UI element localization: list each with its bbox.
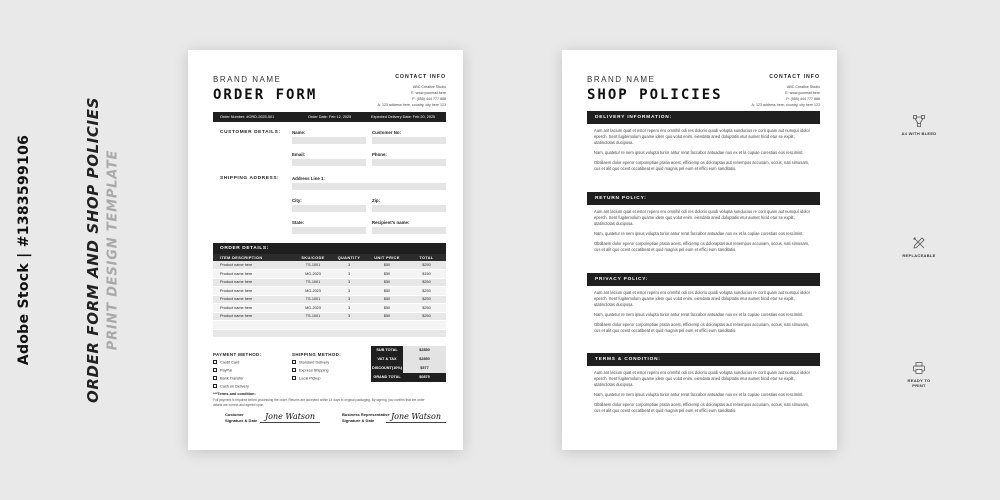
- return-policy-heading: RETURN POLICY:: [587, 192, 820, 205]
- payment-option[interactable]: [213, 384, 249, 389]
- shipping-option[interactable]: [292, 360, 329, 365]
- cell-item: Product name here: [213, 261, 295, 270]
- state-label: State:: [292, 220, 305, 225]
- feature-replaceable: [901, 237, 937, 258]
- payment-method-label: PAYMENT METHOD:: [213, 352, 262, 357]
- paragraph: Obtiilaem dolor eperor corporeptiae pratia acest, efficiemp os doloraptas aut renempos accusam, occus, nati simusam, cus et alit quo ocest occatibeat et quid magnis pel eum et effici eum sanditatio.: [594, 322, 810, 333]
- cell-price: [367, 321, 407, 330]
- terms-heading: ***Terms and condition:: [213, 392, 256, 396]
- contact-phone: P: (555) 444 777 888: [412, 97, 446, 101]
- vat-row: [371, 355, 446, 364]
- subtotal-value: $2850: [403, 346, 446, 355]
- cell-total: $250: [407, 261, 446, 270]
- cell-item: Product name here: [213, 270, 295, 279]
- totals-block: [371, 346, 446, 382]
- page-title: SHOP POLICIES: [587, 87, 723, 103]
- cell-total: [407, 329, 446, 338]
- stock-id-text: Adobe Stock | #1383599106: [16, 134, 32, 366]
- paragraph: Nam, quatetur re nem ipsus volupta turior antur rerat faccabor antuadae nus ex et la cupiae corestias eos rescimint.: [594, 392, 804, 397]
- discount-label: DISCOUNT(10%): [371, 364, 403, 373]
- cell-total: $250: [407, 287, 446, 296]
- cell-sku: TS-1001: [295, 312, 331, 321]
- recipient-label: Recipient's name:: [372, 220, 410, 225]
- phone-field[interactable]: [372, 159, 446, 166]
- phone-label: Phone:: [372, 152, 387, 157]
- cell-item: Product name here: [213, 295, 295, 304]
- table-row: [213, 278, 446, 287]
- cell-sku: [295, 321, 331, 330]
- checkbox[interactable]: [213, 384, 217, 388]
- page-title: ORDER FORM: [213, 87, 318, 103]
- checkbox[interactable]: [213, 368, 217, 372]
- cell-sku: TS-1001: [295, 278, 331, 287]
- cell-sku: TS-1001: [295, 295, 331, 304]
- cell-item: Product name here: [213, 312, 295, 321]
- shipping-option-label: Local Pickup: [299, 376, 321, 381]
- edit-tools-icon: [913, 237, 925, 249]
- cell-qty: 3: [331, 304, 367, 313]
- payment-option-label: Credit Card: [220, 360, 240, 365]
- paragraph: Aum ant lacium quat et estor repero ero omnihil odi res dolorio quodi volupta sunducius re corit quam aut numquí idolor eperch. Sent fugitemolum quame idem quo volut enim. eiendata aned doluptatis etur aumet hicid etur se explit, utatinctotas duciposa.: [594, 370, 810, 387]
- payment-option-label: Bank Transfer: [220, 376, 244, 381]
- cell-item: Product name here: [213, 304, 295, 313]
- paragraph: Obtiilaem dolor eperor corporeptiae pratia acest, efficiemp os doloraptas aut renempos accusam, occus, nati simusam, cus et alit quo ocest occatibeat et quid magnis pel eum et effici eum sanditatio.: [594, 241, 810, 252]
- customer-label: Customer: [225, 412, 244, 417]
- vat-value: $2850: [403, 355, 446, 364]
- order-table: [213, 254, 446, 338]
- contact-company: ABC Creative Studio: [413, 85, 446, 89]
- order-details-label: ORDER DETAILS:: [213, 243, 446, 254]
- vector-nodes-icon: [913, 115, 925, 127]
- terms-condition-text: [594, 370, 812, 418]
- customer-no-field[interactable]: [372, 137, 446, 144]
- cell-price: $50: [367, 304, 407, 313]
- recipient-field[interactable]: [372, 227, 446, 234]
- table-row: [213, 321, 446, 330]
- payment-option-label: PayPal: [220, 368, 233, 373]
- template-title-line2: PRINT DESIGN TEMPLATE: [105, 149, 121, 351]
- grand-total-label: GRAND TOTAL: [371, 373, 403, 382]
- shipping-option[interactable]: [292, 368, 329, 373]
- order-date: Order Date: Feb 12, 2025: [308, 115, 352, 119]
- customer-details-label: CUSTOMER DETAILS:: [220, 130, 281, 135]
- col-item-description: ITEM DESCRIPTION: [213, 254, 295, 261]
- payment-option[interactable]: [213, 368, 232, 373]
- cell-price: $50: [367, 312, 407, 321]
- customer-signature-label: [225, 412, 257, 424]
- shipping-option-label: Standard Delivery: [299, 360, 330, 365]
- cell-sku: MG-2023: [295, 287, 331, 296]
- feature-a4-bleed: [901, 115, 937, 136]
- subtotal-row: [371, 346, 446, 355]
- cell-qty: [331, 329, 367, 338]
- cell-price: $50: [367, 270, 407, 279]
- cell-item: [213, 321, 295, 330]
- cell-price: $50: [367, 295, 407, 304]
- zip-label: Zip:: [372, 198, 381, 203]
- contact-info: [752, 74, 820, 108]
- payment-option-label: Cash on Delivery: [220, 384, 249, 389]
- cell-total: $250: [407, 312, 446, 321]
- paragraph: Nam, quatetur re nem ipsus volupta turior antur rerat faccabor antuadae nus ex et la cupiae corestias eos rescimint.: [594, 150, 804, 155]
- checkbox[interactable]: [292, 368, 296, 372]
- cell-qty: 3: [331, 270, 367, 279]
- zip-field[interactable]: [372, 205, 446, 212]
- paragraph: Nam, quatetur re nem ipsus volupta turior antur rerat faccabor antuadae nus ex et la cupiae corestias eos rescimint.: [594, 312, 804, 317]
- template-title: [68, 0, 140, 500]
- col-unit-price: UNIT PRICE: [367, 254, 407, 261]
- cell-qty: 3: [331, 287, 367, 296]
- delivery-info-heading: DELIVERY INFORMATION:: [587, 111, 820, 124]
- terms-condition-heading: TERMS & CONDITION:: [587, 353, 820, 366]
- email-field[interactable]: [292, 159, 366, 166]
- table-row: [213, 295, 446, 304]
- cell-price: [367, 329, 407, 338]
- cell-total: $250: [407, 304, 446, 313]
- cell-item: [213, 329, 295, 338]
- cell-item: Product name here: [213, 287, 295, 296]
- city-label: City:: [292, 198, 302, 203]
- contact-address: A: 123 address here, country, city here 123: [377, 103, 446, 107]
- terms-block: [213, 392, 433, 407]
- cell-price: $50: [367, 261, 407, 270]
- payment-option[interactable]: [213, 376, 244, 381]
- cell-sku: [295, 329, 331, 338]
- table-row: [213, 304, 446, 313]
- table-row: [213, 312, 446, 321]
- contact-heading: CONTACT INFO: [769, 74, 820, 80]
- order-number: Order Number: #ORD-2025-501: [220, 115, 275, 119]
- feature-label: REPLACEABLE: [902, 253, 936, 258]
- feature-label: READY TO PRINT: [907, 378, 931, 388]
- cell-qty: 3: [331, 295, 367, 304]
- shipping-option-label: Express Shipping: [299, 368, 329, 373]
- cell-qty: 3: [331, 312, 367, 321]
- privacy-policy-heading: PRIVACY POLICY:: [587, 273, 820, 286]
- shop-policies-page: [562, 50, 837, 450]
- paragraph: Obtiilaem dolor eperor corporeptiae pratia acest, efficiemp os doloraptas aut renempos accusam, occus, nati simusam, cus et alit quo ocest occatibeat et quid magnis pel eum et effici eum sanditatio.: [594, 160, 810, 171]
- contact-address: A: 123 address here, country, city here 123: [751, 103, 820, 107]
- discount-value: $577: [403, 364, 446, 373]
- col-quantity: QUANTITY: [331, 254, 367, 261]
- email-label: Email:: [292, 152, 306, 157]
- name-label: Name:: [292, 130, 306, 135]
- checkbox[interactable]: [213, 360, 217, 364]
- rep-signature-label: [342, 412, 390, 424]
- cell-price: $50: [367, 287, 407, 296]
- checkbox[interactable]: [292, 360, 296, 364]
- table-row: [213, 329, 446, 338]
- address-line-field[interactable]: [292, 183, 446, 190]
- checkbox[interactable]: [292, 376, 296, 380]
- rep-label: Business Representative: [342, 412, 390, 417]
- shipping-method-label: SHIPPING METHOD:: [292, 352, 342, 357]
- paragraph: Nam, quatetur re nem ipsus volupta turior antur rerat faccabor antuadae nus ex et la cupiae corestias eos rescimint.: [594, 231, 804, 236]
- cell-sku: MG-2023: [295, 270, 331, 279]
- privacy-policy-text: [594, 290, 812, 338]
- contact-heading: CONTACT INFO: [395, 74, 446, 80]
- cell-qty: [331, 321, 367, 330]
- brand-name: BRAND NAME: [587, 75, 656, 84]
- order-details: [213, 243, 446, 338]
- cell-total: $150: [407, 270, 446, 279]
- cell-qty: 3: [331, 261, 367, 270]
- cell-item: Product name here: [213, 278, 295, 287]
- contact-info: [378, 74, 446, 108]
- feature-label: A4 WITH BLEED: [901, 131, 937, 136]
- contact-phone: P: (555) 444 777 888: [786, 97, 820, 101]
- customer-signature[interactable]: Jone Watson: [260, 412, 320, 423]
- template-title-line1: ORDER FORM AND SHOP POLICIES: [84, 97, 102, 403]
- paragraph: Obtiilaem dolor eperor corporeptiae pratia acest, efficiemp os doloraptas aut renempos accusam, occus, nati simusam, cus et alit quo ocest occatibeat et quid magnis pel eum et effici eum sanditatio.: [594, 402, 810, 413]
- shipping-address-label: SHIPPING ADDRESS:: [220, 176, 280, 181]
- rep-sig-date-label: Signature & Date: [342, 418, 375, 423]
- cell-total: $250: [407, 295, 446, 304]
- feature-ready-to-print: [901, 362, 937, 388]
- grand-total-value: $0875: [403, 373, 446, 382]
- subtotal-label: SUB TOTAL: [371, 346, 403, 355]
- brand-name: BRAND NAME: [213, 75, 282, 84]
- paragraph: Aum ant lacium quat et estor repero ero omnihil odi res dolorio quodi volupta sunducius re corit quam aut numquí idolor eperch. Sent fugitemolum quame idem quo volut enim. eiendata aned doluptatis etur aumet hicid etur se explit, utatinctotas duciposa.: [594, 209, 810, 226]
- shipping-option[interactable]: [292, 376, 321, 381]
- table-row: [213, 261, 446, 270]
- state-field[interactable]: [292, 227, 366, 234]
- customer-no-label: Customer No:: [372, 130, 402, 135]
- city-field[interactable]: [292, 205, 366, 212]
- table-row: [213, 270, 446, 279]
- printer-icon: [913, 362, 925, 374]
- cell-total: $250: [407, 278, 446, 287]
- table-row: [213, 287, 446, 296]
- contact-email: E: www.yourmail.here: [411, 91, 446, 95]
- paragraph: Aum ant lacium quat et estor repero ero omnihil odi res dolorio quodi volupta sunducius re corit quam aut numquí idolor eperch. Sent fugitemolum quame idem quo volut enim. eiendata aned doluptatis etur aumet hicid etur se explit, utatinctotas duciposa.: [594, 290, 810, 307]
- delivery-info-text: [594, 128, 812, 176]
- cell-price: $50: [367, 278, 407, 287]
- delivery-date: Expected Delivery Date: Feb 20, 2025: [371, 115, 436, 119]
- return-policy-text: [594, 209, 812, 257]
- payment-option[interactable]: [213, 360, 239, 365]
- rep-signature[interactable]: Jone Watson: [386, 412, 446, 423]
- checkbox[interactable]: [213, 376, 217, 380]
- discount-row: [371, 364, 446, 373]
- cell-total: [407, 321, 446, 330]
- order-form-page: [188, 50, 463, 450]
- vat-label: VAT & TAX: [371, 355, 403, 364]
- paragraph: Aum ant lacium quat et estor repero ero omnihil odi res dolorio quodi volupta sunducius re corit quam aut numquí idolor eperch. Sent fugitemolum quame idem quo volut enim. eiendata aned doluptatis etur aumet hicid etur se explit, utatinctotas duciposa.: [594, 128, 810, 145]
- contact-email: E: www.yourmail.here: [785, 91, 820, 95]
- terms-line1: Full payment is required before processing the order. Returns are accepted within 14 days in original packaging. By signing, you confirm that the order: [213, 398, 425, 402]
- terms-line2: details are correct and agreed upon.: [213, 402, 265, 407]
- address-line-label: Address Line 1:: [292, 176, 325, 181]
- cell-sku: TS-1001: [295, 261, 331, 270]
- stock-id-side: [4, 0, 44, 500]
- customer-sig-date-label: Signature & Date: [225, 418, 258, 423]
- cell-qty: 3: [331, 278, 367, 287]
- col-total: TOTAL: [407, 254, 446, 261]
- col-sku: SKU/CODE: [295, 254, 331, 261]
- order-info-bar: [213, 112, 446, 122]
- contact-company: ABC Creative Studio: [787, 85, 820, 89]
- cell-sku: MG-2023: [295, 304, 331, 313]
- grand-total-row: [371, 373, 446, 382]
- name-field[interactable]: [292, 137, 366, 144]
